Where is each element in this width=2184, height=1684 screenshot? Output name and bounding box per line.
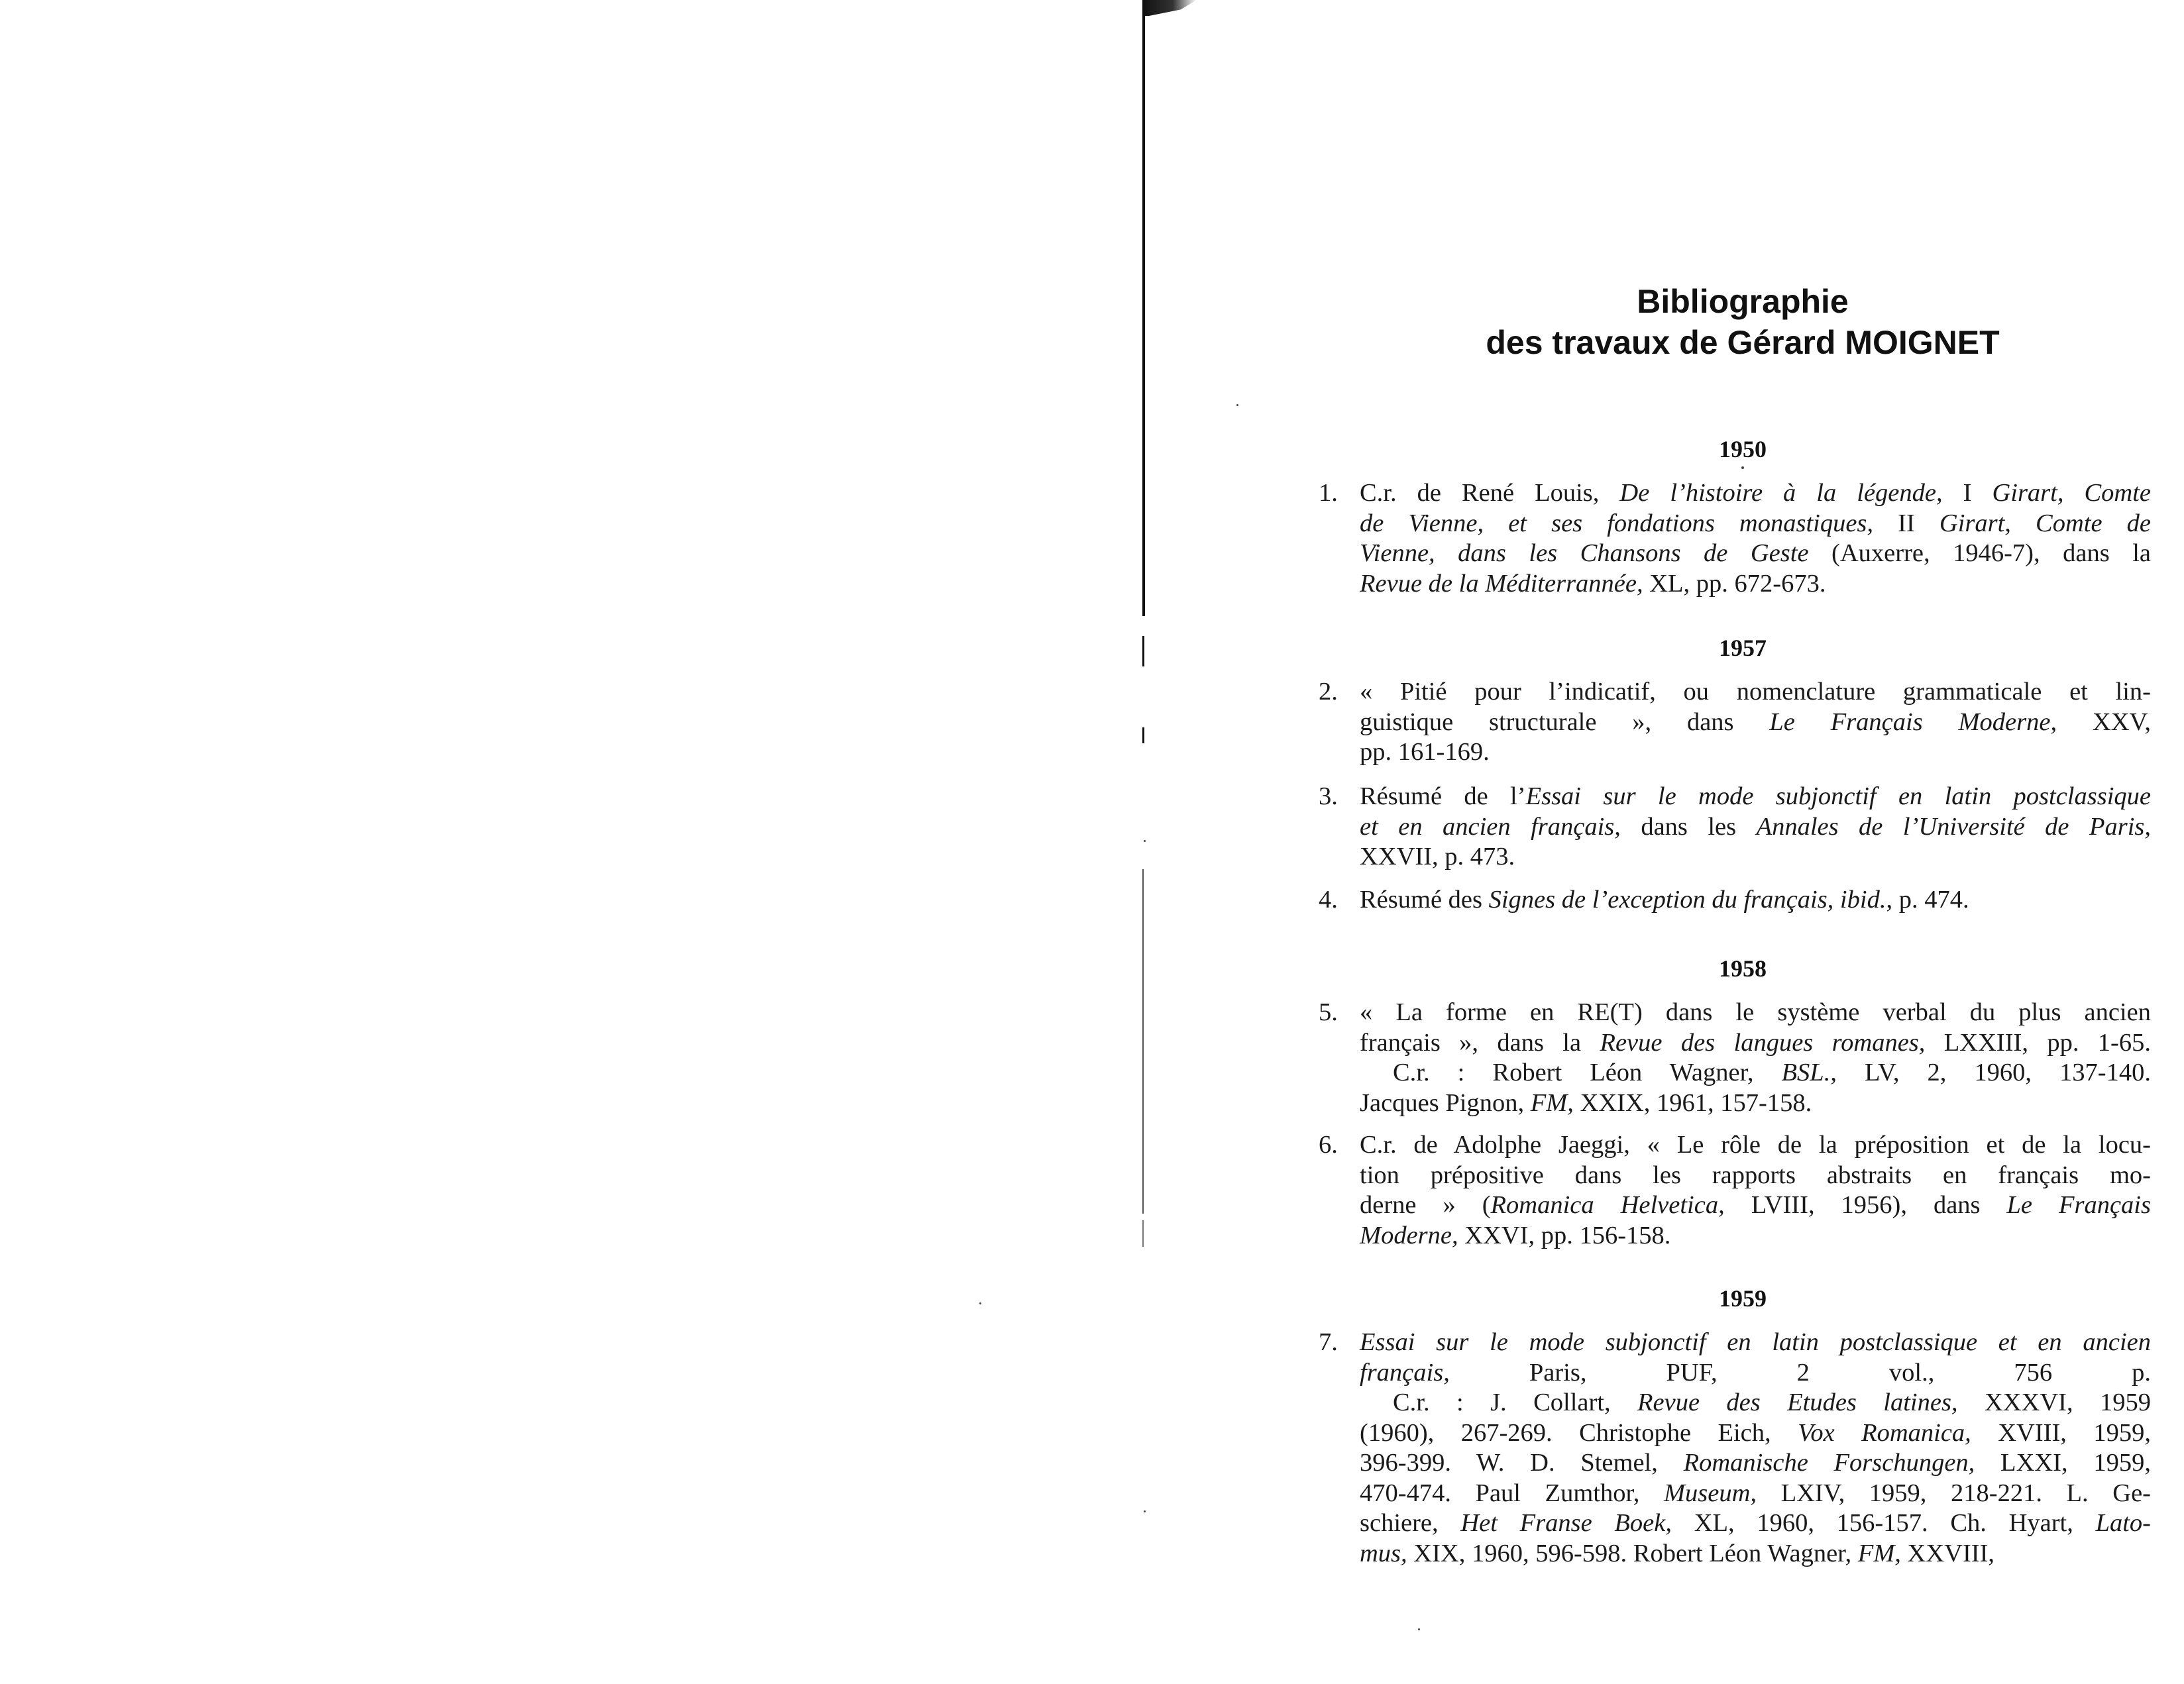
entry-text: XIX, 1960, 596-598. Robert Léon Wagner, xyxy=(1407,1539,1858,1567)
italic-title: Vox Romanica, xyxy=(1798,1418,1971,1447)
entry-line xyxy=(1360,1358,2151,1389)
entry-text: XXVIII, xyxy=(1900,1539,1995,1567)
entry-line xyxy=(1360,539,2151,569)
italic-title: de Vienne, et ses fondations monastiques, xyxy=(1360,509,1874,537)
entry-line xyxy=(1360,708,2151,738)
italic-title: Lato- xyxy=(2095,1509,2151,1537)
italic-title: FM, xyxy=(1857,1539,1901,1567)
entry-line xyxy=(1360,1418,2151,1449)
bibliography-entry xyxy=(1319,998,2151,1118)
entry-text: C.r. de Adolphe Jaeggi, « Le rôle de la préposition et de la locu- xyxy=(1360,1131,2151,1159)
year-heading: 1957 xyxy=(1719,635,1767,661)
entry-text: dans les xyxy=(1620,812,1757,841)
entry-text: « La forme en RE(T) dans le système verbal du plus ancien xyxy=(1360,998,2151,1026)
italic-title: FM, xyxy=(1530,1088,1574,1117)
bibliography-entry xyxy=(1319,478,2151,599)
entry-text: schiere, xyxy=(1360,1509,1461,1537)
title-line-2: des travaux de Gérard MOIGNET xyxy=(1486,324,2000,361)
entry-text: 470-474. Paul Zumthor, xyxy=(1360,1479,1664,1507)
entry-text: I xyxy=(1942,479,1993,507)
gutter-shadow xyxy=(1144,0,1197,16)
gutter-line xyxy=(1142,1220,1144,1247)
italic-title: Moderne, xyxy=(1360,1221,1458,1249)
entry-text: Résumé de l’ xyxy=(1360,782,1526,810)
italic-title: Essai sur le mode subjonctif en latin postclassique et en ancien xyxy=(1360,1328,2151,1356)
gutter-line xyxy=(1142,869,1144,1214)
italic-title: Vienne, dans les Chansons de Geste xyxy=(1360,539,1809,567)
entry-line xyxy=(1360,782,2151,812)
italic-title: Revue des Etudes latines, xyxy=(1637,1389,1958,1416)
entry-text: derne » ( xyxy=(1360,1191,1491,1219)
italic-title: français, xyxy=(1360,1358,1450,1387)
page-title xyxy=(1365,281,2120,363)
scan-speck xyxy=(979,1302,981,1304)
italic-title: Revue de la Méditerrannée, xyxy=(1360,569,1643,598)
entry-line xyxy=(1360,842,2151,872)
entry-line xyxy=(1360,509,2151,539)
entry-text: tion prépositive dans les rapports abstraits en français mo- xyxy=(1360,1161,2151,1189)
bibliography-entry xyxy=(1319,677,2151,768)
entry-number: 2. xyxy=(1319,678,1338,706)
entry-line xyxy=(1360,1088,2151,1119)
entry-text: C.r. de René Louis, xyxy=(1360,479,1620,507)
italic-title: Essai sur le mode subjonctif en latin postclassique xyxy=(1525,782,2152,810)
italic-title: De l’histoire à la légende, xyxy=(1619,479,1943,507)
entry-text: XXIX, 1961, 157-158. xyxy=(1573,1088,1812,1117)
entry-number: 7. xyxy=(1319,1328,1338,1356)
gutter-line xyxy=(1142,727,1144,743)
entry-line xyxy=(1360,737,2151,768)
italic-title: Le Français Moderne, xyxy=(1769,708,2057,736)
entry-text: C.r. : Robert Léon Wagner, xyxy=(1393,1059,1782,1086)
entry-line xyxy=(1360,1479,2151,1509)
entry-line xyxy=(1360,1539,2151,1569)
bibliography-entry xyxy=(1319,1130,2151,1251)
bibliography-entry xyxy=(1319,885,2151,916)
entry-line xyxy=(1360,1161,2151,1191)
italic-title: Girart, Comte de xyxy=(1939,509,2151,537)
scan-speck xyxy=(1144,840,1146,842)
entry-text: Paris, PUF, 2 vol., 756 p. xyxy=(1449,1358,2151,1387)
entry-line xyxy=(1360,1190,2151,1221)
italic-title: Het Franse Boek, xyxy=(1460,1509,1672,1537)
entry-text: XVIII, 1959, xyxy=(1971,1418,2151,1447)
italic-title: Girart, Comte xyxy=(1992,479,2152,507)
italic-title: BSL. xyxy=(1781,1059,1831,1086)
entry-text: français », dans la xyxy=(1360,1028,1600,1057)
entry-text: XXVI, pp. 156-158. xyxy=(1458,1221,1671,1249)
entry-line xyxy=(1360,1448,2151,1479)
entry-number: 4. xyxy=(1319,886,1338,914)
italic-title: et en ancien français, xyxy=(1360,812,1621,841)
scan-speck xyxy=(1741,466,1744,469)
entry-text: II xyxy=(1873,509,1939,537)
entry-line xyxy=(1360,1130,2151,1161)
entry-number: 6. xyxy=(1319,1131,1338,1159)
italic-title: Romanica Helvetica, xyxy=(1490,1191,1725,1219)
scan-speck xyxy=(1236,404,1238,406)
entry-text: Résumé des xyxy=(1360,886,1489,914)
entry-text: 396-399. W. D. Stemel, xyxy=(1360,1449,1684,1477)
entry-line xyxy=(1360,1388,2151,1418)
entry-text: XL, 1960, 156-157. Ch. Hyart, xyxy=(1671,1509,2096,1537)
entry-line xyxy=(1360,677,2151,708)
scan-speck xyxy=(1418,1628,1420,1630)
entry-text: LXXIII, pp. 1-65. xyxy=(1925,1028,2151,1057)
year-heading: 1959 xyxy=(1719,1285,1767,1312)
year-heading: 1958 xyxy=(1719,955,1767,982)
entry-text: LXXI, 1959, xyxy=(1975,1449,2151,1477)
entry-text: , p. 474. xyxy=(1886,886,1969,914)
entry-line xyxy=(1360,1508,2151,1539)
bibliography-entry xyxy=(1319,782,2151,872)
entry-line xyxy=(1360,1058,2151,1088)
entry-line xyxy=(1360,812,2151,843)
italic-title: Signes de l’exception du français, ibid. xyxy=(1488,886,1886,914)
entry-line xyxy=(1360,1028,2151,1059)
entry-line xyxy=(1360,998,2151,1028)
scan-speck xyxy=(1144,1510,1146,1512)
italic-title: Museum, xyxy=(1663,1479,1757,1507)
entry-line xyxy=(1360,1328,2151,1358)
gutter-line xyxy=(1142,0,1145,616)
italic-title: Romanische Forschungen, xyxy=(1683,1449,1975,1477)
entry-text: , LV, 2, 1960, 137-140. xyxy=(1830,1059,2151,1086)
entry-text: XXV, xyxy=(2057,708,2151,736)
entry-number: 1. xyxy=(1319,479,1338,507)
italic-title: Annales de l’Université de Paris, xyxy=(1756,812,2152,841)
title-line-1: Bibliographie xyxy=(1637,283,1849,320)
year-heading: 1950 xyxy=(1719,436,1767,462)
entry-line xyxy=(1360,885,2151,916)
entry-text: LVIII, 1956), dans xyxy=(1724,1191,2007,1219)
entry-text: (1960), 267-269. Christophe Eich, xyxy=(1360,1418,1798,1447)
gutter-line xyxy=(1142,636,1144,666)
entry-line xyxy=(1360,478,2151,509)
italic-title: Le Français xyxy=(2006,1191,2151,1219)
entry-text: XXVII, p. 473. xyxy=(1360,843,1515,870)
entry-text: XXXVI, 1959 xyxy=(1957,1389,2151,1416)
entry-line xyxy=(1360,1221,2151,1251)
entry-text: LXIV, 1959, 218-221. L. Ge- xyxy=(1757,1479,2151,1507)
entry-text: Jacques Pignon, xyxy=(1360,1088,1531,1117)
entry-number: 5. xyxy=(1319,998,1338,1026)
bibliography-entry xyxy=(1319,1328,2151,1569)
entry-number: 3. xyxy=(1319,782,1338,810)
italic-title: mus, xyxy=(1360,1539,1407,1567)
entry-text: « Pitié pour l’indicatif, ou nomenclature grammaticale et lin- xyxy=(1360,678,2151,706)
entry-text: guistique structurale », dans xyxy=(1360,708,1770,736)
entry-text: pp. 161-169. xyxy=(1360,738,1490,766)
entry-text: C.r. : J. Collart, xyxy=(1393,1389,1637,1416)
entry-text: (Auxerre, 1946-7), dans la xyxy=(1808,539,2151,567)
entry-line xyxy=(1360,569,2151,600)
italic-title: Revue des langues romanes, xyxy=(1600,1028,1926,1057)
entry-text: XL, pp. 672-673. xyxy=(1643,569,1826,598)
